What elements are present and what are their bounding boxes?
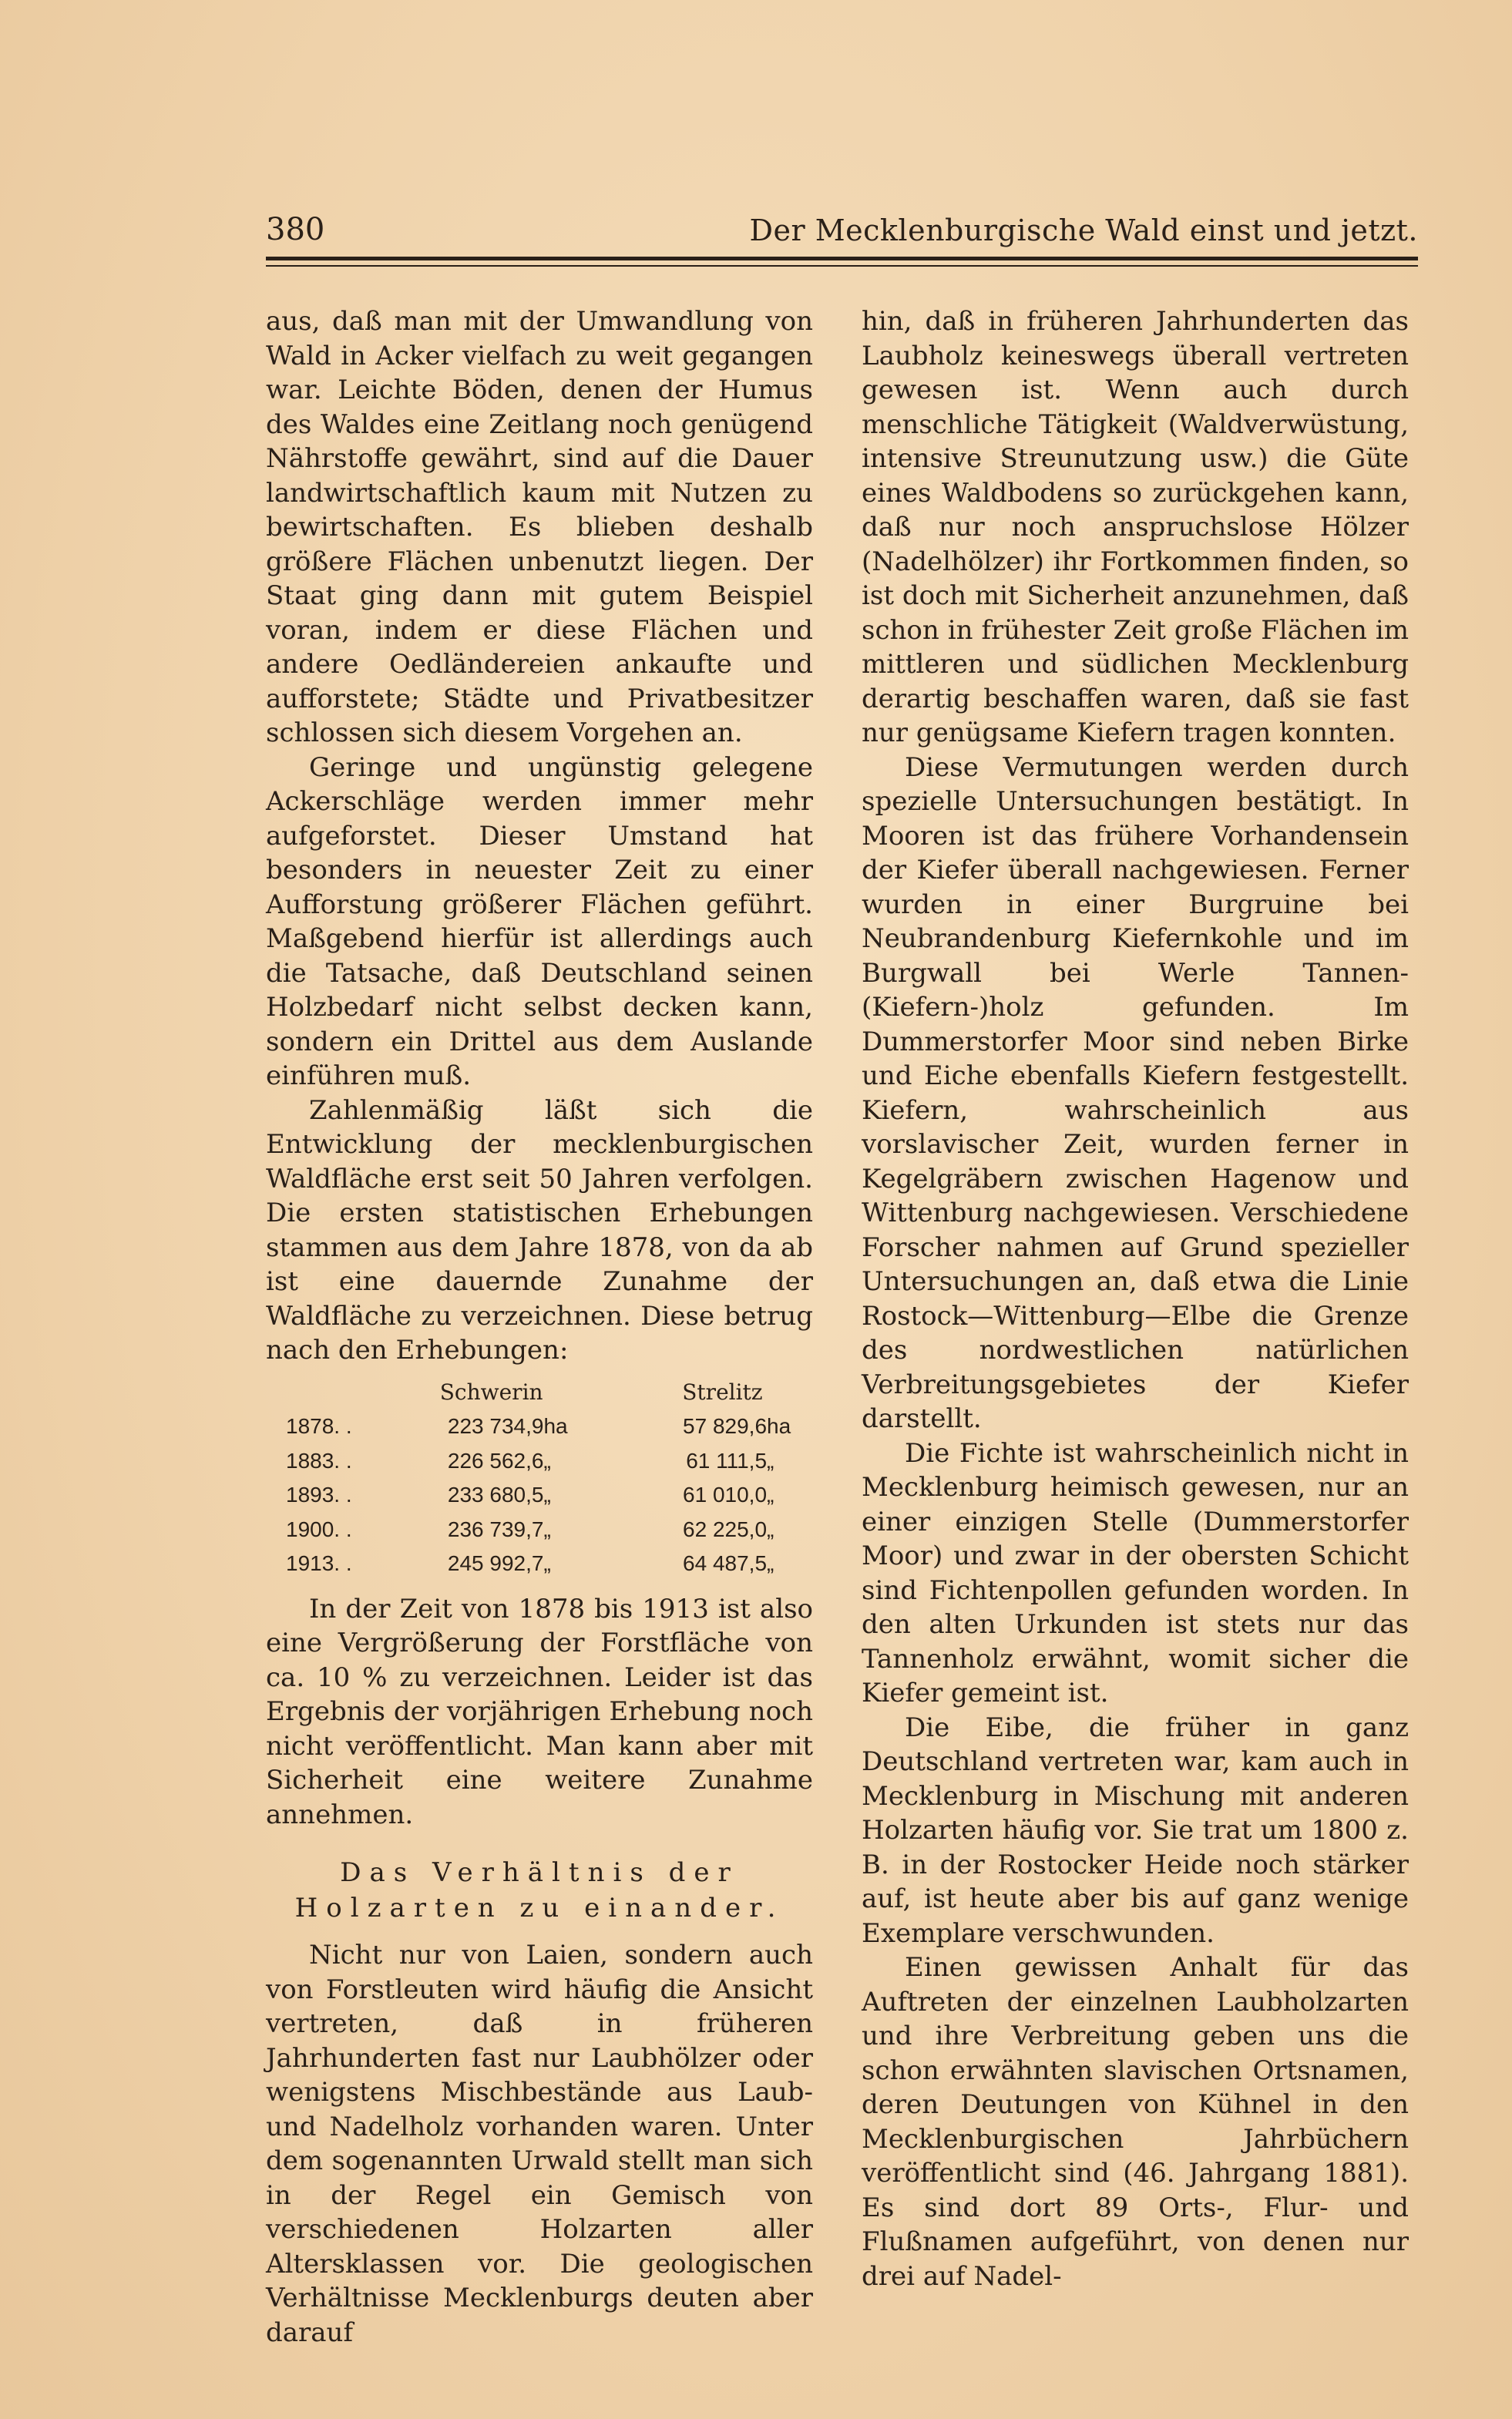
paragraph: hin, daß in früheren Jahrhunderten das Laubholz keineswegs überall vertreten gewesen ist. Wenn auch durch menschliche Tätigkeit (Waldverwüstung, intensive Streunutzung usw.) die Güte eines Waldbodens so zurückgehen kann, daß nur noch anspruchslose Hölzer (Nadelhölzer) ihr Fortkommen finden, so ist doch mit Sicherheit anzunehmen, daß schon in frühester Zeit große Flächen im mittleren und südlichen Mecklenburg derartig beschaffen waren, daß sie fast nur genügsame Kiefern tragen konnten. xyxy=(862,306,1409,748)
paragraph: Geringe und ungünstig gelegene Ackerschläge werden immer mehr aufgeforstet. Dieser Umstand hat besonders in neuester Zeit zu einer Aufforstung größerer Flächen geführt. Maßgebend hierfür ist allerdings auch die Tatsache, daß Deutschland seinen Holzbedarf nicht selbst decken kann, sondern ein Drittel aus dem Auslande einführen muß. xyxy=(266,751,813,1091)
unit-cell: „ xyxy=(543,1448,551,1473)
table-row xyxy=(286,1444,813,1479)
paragraph: In der Zeit von 1878 bis 1913 ist also eine Vergrößerung der Forstfläche von ca. 10 % zu verzeichnen. Leider ist das Ergebnis der vorjährigen Erhebung noch nicht veröffentlicht. Man kann aber mit Sicherheit eine weitere Zunahme annehmen. xyxy=(266,1593,813,1830)
table-row xyxy=(286,1409,813,1444)
unit-cell: „ xyxy=(767,1448,774,1473)
year-cell: 1900. . xyxy=(286,1517,352,1541)
unit-cell: ha xyxy=(767,1414,791,1438)
year-cell: 1893. . xyxy=(286,1483,352,1507)
strelitz-value: 57 829,6 xyxy=(683,1414,768,1438)
year-cell: 1878. . xyxy=(286,1414,352,1438)
schwerin-value: 223 734,9 xyxy=(447,1414,544,1438)
column-header-strelitz: Strelitz xyxy=(682,1379,763,1405)
schwerin-value: 245 992,7 xyxy=(447,1551,544,1575)
column-header-schwerin: Schwerin xyxy=(439,1379,543,1405)
year-cell: 1883. . xyxy=(286,1448,352,1473)
strelitz-value: 61 111,5 xyxy=(686,1448,768,1473)
unit-cell: „ xyxy=(767,1551,774,1575)
right-column xyxy=(862,304,1409,2293)
header-rule-thin xyxy=(266,265,1418,267)
unit-cell: ha xyxy=(543,1414,568,1438)
paragraph: Zahlenmäßig läßt sich die Entwicklung der mecklenburgischen Waldfläche erst seit 50 Jahren verfolgen. Die ersten statistischen Erhebungen stammen aus dem Jahre 1878, von da ab ist eine dauernde Zunahme der Waldfläche zu verzeichnen. Diese betrug nach den Erhebungen: xyxy=(266,1094,813,1366)
table-row xyxy=(286,1478,813,1513)
left-column xyxy=(266,304,813,2350)
section-heading: Das Verhältnis der Holzarten zu einander. xyxy=(294,1857,785,1923)
table-row xyxy=(286,1547,813,1581)
header-rule-thick xyxy=(266,257,1418,260)
unit-cell: „ xyxy=(543,1483,551,1507)
page-header xyxy=(266,212,1418,255)
paragraph: Diese Vermutungen werden durch spezielle Untersuchungen bestätigt. In Mooren ist das frühere Vorhandensein der Kiefer überall nachgewiesen. Ferner wurden in einer Burgruine bei Neubrandenburg Kiefernkohle und im Burgwall bei Werle Tannen-(Kiefern-)holz gefunden. Im Dummerstorfer Moor sind neben Birke und Eiche ebenfalls Kiefern festgestellt. Kiefern, wahrscheinlich aus vorslavischer Zeit, wurden ferner in Kegelgräbern zwischen Hagenow und Wittenburg nachgewiesen. Verschiedene Forscher nahmen auf Grund spezieller Untersuchungen an, daß etwa die Linie Rostock—Wittenburg—Elbe die Grenze des nordwestlichen natürlichen Verbreitungsgebietes der Kiefer darstellt. xyxy=(862,751,1409,1434)
running-title: Der Mecklenburgische Wald einst und jetzt. xyxy=(749,213,1418,247)
table-header-row xyxy=(286,1376,813,1410)
unit-cell: „ xyxy=(543,1517,551,1541)
year-cell: 1913. . xyxy=(286,1551,352,1575)
unit-cell: „ xyxy=(767,1517,774,1541)
strelitz-value: 64 487,5 xyxy=(683,1551,768,1575)
table-row xyxy=(286,1513,813,1547)
page-number: 380 xyxy=(266,212,325,247)
strelitz-value: 62 225,0 xyxy=(683,1517,768,1541)
schwerin-value: 233 680,5 xyxy=(447,1483,544,1507)
strelitz-value: 61 010,0 xyxy=(683,1483,768,1507)
schwerin-value: 236 739,7 xyxy=(447,1517,544,1541)
paragraph: Die Eibe, die früher in ganz Deutschland vertreten war, kam auch in Mecklenburg in Mischung mit anderen Holzarten häufig vor. Sie trat um 1800 z. B. in der Rostocker Heide noch stärker auf, ist heute aber bis auf ganz wenige Exemplare verschwunden. xyxy=(862,1712,1409,1949)
schwerin-value: 226 562,6 xyxy=(447,1448,544,1473)
paragraph: aus, daß man mit der Umwandlung von Wald in Acker vielfach zu weit gegangen war. Leichte Böden, denen der Humus des Waldes eine Zeitlang noch genügend Nährstoffe gewährt, sind auf die Dauer landwirtschaftlich kaum mit Nutzen zu bewirtschaften. Es blieben deshalb größere Flächen unbenutzt liegen. Der Staat ging dann mit gutem Beispiel voran, indem er diese Flächen und andere Oedländereien ankaufte und aufforstete; Städte und Privatbesitzer schlossen sich diesem Vorgehen an. xyxy=(266,306,813,748)
paragraph: Nicht nur von Laien, sondern auch von Forstleuten wird häufig die Ansicht vertreten, daß in früheren Jahrhunderten fast nur Laubhölzer oder wenigstens Mischbestände aus Laub- und Nadelholz vorhanden waren. Unter dem sogenannten Urwald stellt man sich in der Regel ein Gemisch von verschiedenen Holzarten aller Altersklassen vor. Die geologischen Verhältnisse Mecklenburgs deuten aber darauf xyxy=(266,1940,813,2348)
paragraph: Die Fichte ist wahrscheinlich nicht in Mecklenburg heimisch gewesen, nur an einer einzigen Stelle (Dummerstorfer Moor) und zwar in der obersten Schicht sind Fichtenpollen gefunden worden. In den alten Urkunden ist stets nur das Tannenholz erwähnt, womit sicher die Kiefer gemeint ist. xyxy=(862,1437,1409,1708)
paragraph: Einen gewissen Anhalt für das Auftreten der einzelnen Laubholzarten und ihre Verbreitung geben uns die schon erwähnten slavischen Ortsnamen, deren Deutungen von Kühnel in den Mecklenburgischen Jahrbüchern veröffentlicht sind (46. Jahrgang 1881). Es sind dort 89 Orts-, Flur- und Flußnamen aufgeführt, von denen nur drei auf Nadel- xyxy=(862,1952,1409,2292)
unit-cell: „ xyxy=(543,1551,551,1575)
unit-cell: „ xyxy=(767,1483,774,1507)
forest-area-table xyxy=(286,1376,813,1581)
